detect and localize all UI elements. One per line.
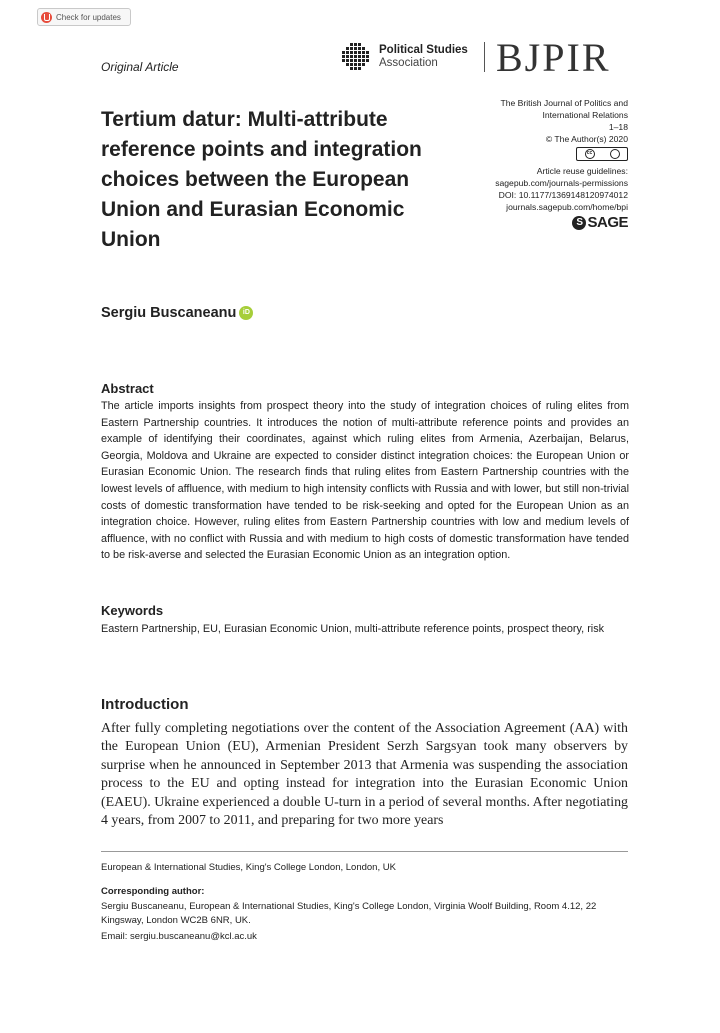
psa-logo-text	[379, 44, 468, 70]
reuse-label: Article reuse guidelines:	[536, 166, 628, 176]
page-range: 1–18	[608, 122, 628, 132]
reuse-link[interactable]: sagepub.com/journals-permissions	[495, 178, 628, 188]
affiliation: European & International Studies, King's College London, London, UK	[101, 862, 396, 873]
attribution-icon	[610, 149, 620, 159]
article-title: Tertium datur: Multi-attribute reference points and integration choices between the European Union and Eurasian Economic Union	[101, 108, 422, 251]
introduction-text: After fully completing negotiations over the content of the Association Agreement (AA) with the European Union (EU), Armenian President Serzh Sargsyan took many observers by surprise when he announced in September 2013 that Armenia was suspending the association process to the EU and opting instead for integration into the Eurasian Economic Union (EAEU). Ukraine experienced a double U-turn in a period of several months. After negotiating 4 years, from 2007 to 2011, and preparing for two more years	[101, 721, 628, 829]
cc-license-badge	[576, 147, 628, 161]
introduction-heading: Introduction	[101, 696, 189, 713]
logo-divider	[484, 42, 485, 72]
sage-icon: S	[572, 216, 586, 230]
keywords-text: Eastern Partnership, EU, Eurasian Economic Union, multi-attribute reference points, prospect theory, risk	[101, 623, 605, 635]
psa-line-2: Association	[379, 57, 438, 69]
cc-icon: cc	[585, 149, 595, 159]
footnote-divider	[101, 851, 628, 852]
copyright: © The Author(s) 2020	[545, 134, 628, 144]
doi[interactable]: DOI: 10.1177/1369148120974012	[498, 190, 628, 200]
psa-line-1: Political Studies	[379, 44, 468, 56]
journal-link[interactable]: journals.sagepub.com/home/bpi	[506, 202, 628, 212]
article-type: Original Article	[101, 60, 179, 74]
check-for-updates-label: Check for updates	[56, 12, 121, 22]
journal-name-2: International Relations	[542, 110, 628, 120]
psa-logo-icon	[340, 42, 372, 74]
abstract-heading: Abstract	[101, 381, 154, 396]
journal-name-1: The British Journal of Politics and	[500, 98, 628, 108]
journal-logo: BJPIR	[496, 35, 611, 80]
author-email[interactable]: Email: sergiu.buscaneanu@kcl.ac.uk	[101, 931, 257, 942]
abstract-text: The article imports insights from prospect theory into the study of integration choices of ruling elites from Eastern Partnership countries. It introduces the notion of multi-attribute reference points and provides an example of identifying their coordinates, against which ruling elites from Armenia, Azerbaijan, Belarus, Georgia, Moldova and Ukraine are expected to consider distinct integration choices: the European Union or Eurasian Economic Union. The research finds that ruling elites from Eastern Partnership countries with the lowest levels of affluence, with medium to high intensity conflicts with Russia and with lower, but still non-trivial costs of domestic transformation have tended to be risk-seeking and opted for the European Union as an integration choice. However, ruling elites from Eastern Partnership countries with low and medium levels of affluence, with no conflict with Russia and with medium to high costs of domestic transformation have tended to be risk-averse and selected the Eurasian Economic Union as an integration option.	[101, 400, 629, 562]
sage-label: SAGE	[587, 214, 628, 231]
corresponding-heading: Corresponding author:	[101, 886, 205, 897]
sage-logo	[572, 216, 628, 230]
keywords-heading: Keywords	[101, 603, 164, 618]
check-for-updates-badge[interactable]	[37, 8, 131, 26]
orcid-icon[interactable]: iD	[239, 306, 253, 320]
crossmark-icon	[41, 12, 52, 23]
author-line	[101, 305, 253, 321]
corresponding-text: Sergiu Buscaneanu, European & International Studies, King's College London, Virginia Woolf Building, Room 4.12, 22 Kingsway, London WC2B 6NR, UK.	[101, 901, 597, 926]
author-name: Sergiu Buscaneanu	[101, 305, 237, 321]
